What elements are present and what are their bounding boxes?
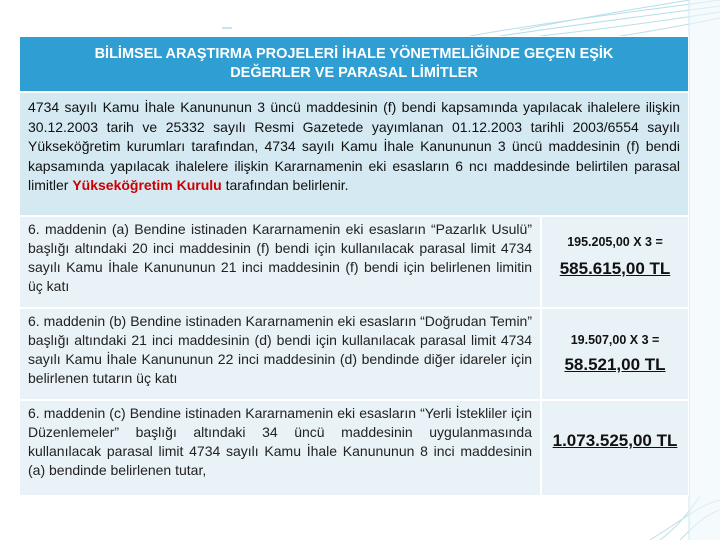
row-2-amount: 58.521,00 TL xyxy=(564,355,666,374)
row-3-amount: 1.073.525,00 TL xyxy=(552,431,678,450)
intro-text-after: tarafından belirlenir. xyxy=(221,177,349,193)
header-line-1: BİLİMSEL ARAŞTIRMA PROJELERİ İHALE YÖNETMELİĞİNDE GEÇEN EŞİK xyxy=(94,46,614,62)
limits-table xyxy=(19,36,689,496)
row-3-description: 6. maddenin (c) Bendine istinaden Kararnamenin eki esasların “Yerli İstekliler için Düzenlemeler” başlığı altındaki 34 üncü maddesinin uygulanmasında kullanılacak parasal limit 4734 sayılı Kamu İhale Kanununun 8 inci maddesinin (a) bendinde belirlenen tutar, xyxy=(19,400,541,496)
row-1-value xyxy=(541,216,689,308)
table-header xyxy=(19,36,689,92)
header-line-2: DEĞERLER VE PARASAL LİMİTLER xyxy=(230,65,478,81)
intro-text-before: 4734 sayılı Kamu İhale Kanununun 3 üncü maddesinin (f) bendi kapsamında yapılacak ihalelere ilişkin 30.12.2003 tarih ve 25332 sayılı Resmi Gazetede yayımlanan 01.12.2003 tarihli 2003/6554 sayılı Yükseköğretim kurumları tarafından, 4734 sayılı Kamu İhale Kanununun 3 üncü maddesinin (f) bendi kapsamında yapılacak ihalelere ilişkin Kararnamenin eki esasların 6 ncı maddesinde belirtilen parasal limitler xyxy=(28,99,680,193)
row-1-description: 6. maddenin (a) Bendine istinaden Kararnamenin eki esasların “Pazarlık Usulü” başlığı altındaki 20 inci maddesinin (f) bendi için kullanılacak parasal limit 4734 sayılı Kamu İhale Kanununun 21 inci maddesinin (f) bendi için belirlenen limitin üç katı xyxy=(19,216,541,308)
intro-paragraph xyxy=(19,92,689,216)
intro-highlight: Yükseköğretim Kurulu xyxy=(72,177,222,193)
row-1-amount: 585.615,00 TL xyxy=(559,259,671,278)
row-2-calculation: 19.507,00 X 3 = xyxy=(570,333,660,347)
row-2-description: 6. maddenin (b) Bendine istinaden Kararnamenin eki esasların “Doğrudan Temin” başlığı altındaki 21 inci maddesinin (d) bendi için kullanılacak parasal limit 4734 sayılı Kamu İhale Kanununun 22 inci maddesinin (d) bendinde diğer idareler için belirlenen tutarın üç katı xyxy=(19,308,541,400)
row-3-value xyxy=(541,400,689,496)
row-1-calculation: 195.205,00 X 3 = xyxy=(567,235,663,249)
row-2-value xyxy=(541,308,689,400)
